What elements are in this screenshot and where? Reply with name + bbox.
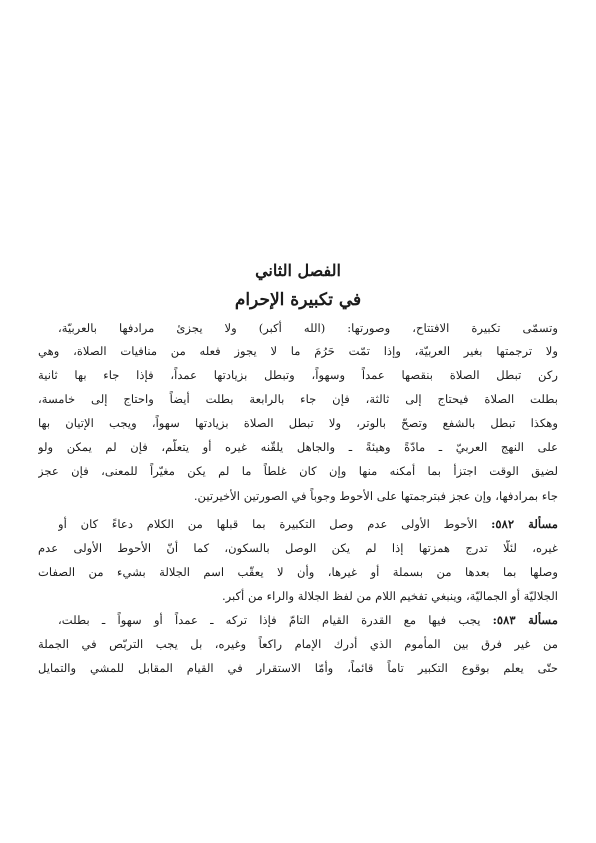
issue-583-line: حتّى يعلم بوقوع التكبير تاماً قائماً، وأمّا الاستقرار في القيام المقابل للمشي والتمايل xyxy=(38,661,558,675)
paragraph-line: على النهج العربيّ ـ مادّةً وهيئةً ـ والجاهل يلقّنه غيره أو يتعلّم، فإن لم يمكن ولو xyxy=(38,440,558,454)
chapter-title: الفصل الثاني xyxy=(255,261,341,280)
issue-583-first-line xyxy=(58,612,558,628)
paragraph-line: وتسمّى تكبيرة الافتتاح، وصورتها: (الله أكبر) ولا يجزئ مرادفها بالعربيّة، xyxy=(58,321,558,335)
paragraph-line: وهكذا تبطل بالشفع وتصحّ بالوتر، ولا تبطل الصلاة بزيادتها سهواً، ويجب الإتيان بها xyxy=(38,416,558,430)
issue-582-text: الأحوط الأولى عدم وصل التكبيرة بما قبلها من الكلام دعاءً كان أو xyxy=(58,517,478,531)
paragraph-line: بطلت الصلاة فيحتاج إلى ثالثة، فإن جاء بالرابعة بطلت أيضاً واحتاج إلى خامسة، xyxy=(38,392,558,406)
paragraph-line: ولا ترجمتها بغير العربيّة، وإذا تمّت حَرُمَ ما لا يجوز فعله من منافيات الصلاة، وهي xyxy=(38,344,558,358)
issue-582-first-line xyxy=(58,516,558,532)
issue-582-line: وصلها بما بعدها من بسملة أو غيرها، وأن لا يعقّب اسم الجلالة بشيء من الصفات xyxy=(38,565,558,579)
paragraph-line: لضيق الوقت اجتزأ بما أمكنه منها وإن كان غلطاً ما لم يكن مغيّراً للمعنى، فإن عجز xyxy=(38,464,558,478)
issue-583-line: من غير فرق بين المأموم الذي أدرك الإمام راكعاً وغيره، بل يجب التربّص في الجملة xyxy=(38,637,558,651)
issue-583-text: يجب فيها مع القدرة القيام التامّ فإذا تركه ـ عمداً أو سهواً ـ بطلت، xyxy=(58,613,481,627)
paragraph-line: جاء بمرادفها، وإن عجز فبترجمتها على الأحوط وجوباً في الصورتين الأخيرتين. xyxy=(193,489,558,503)
section-title: في تكبيرة الإحرام xyxy=(234,290,362,310)
issue-582-label: مسألة ٥٨٢: xyxy=(491,517,558,531)
issue-582-line: الجلاليّة أو الجماليّة، وينبغي تفخيم اللام من لفظ الجلالة والراء من أكبر. xyxy=(221,589,558,603)
issue-582-line: غيره، لئلّا تدرج همزتها إذا لم يكن الوصل بالسكون، كما أنّ الأحوط الأولى عدم xyxy=(38,541,558,555)
issue-583-label: مسألة ٥٨٣: xyxy=(492,613,558,627)
paragraph-line: ركن تبطل الصلاة بنقصها عمداً وسهواً، وتبطل بزيادتها عمداً، فإذا جاء بها ثانية xyxy=(38,368,558,382)
